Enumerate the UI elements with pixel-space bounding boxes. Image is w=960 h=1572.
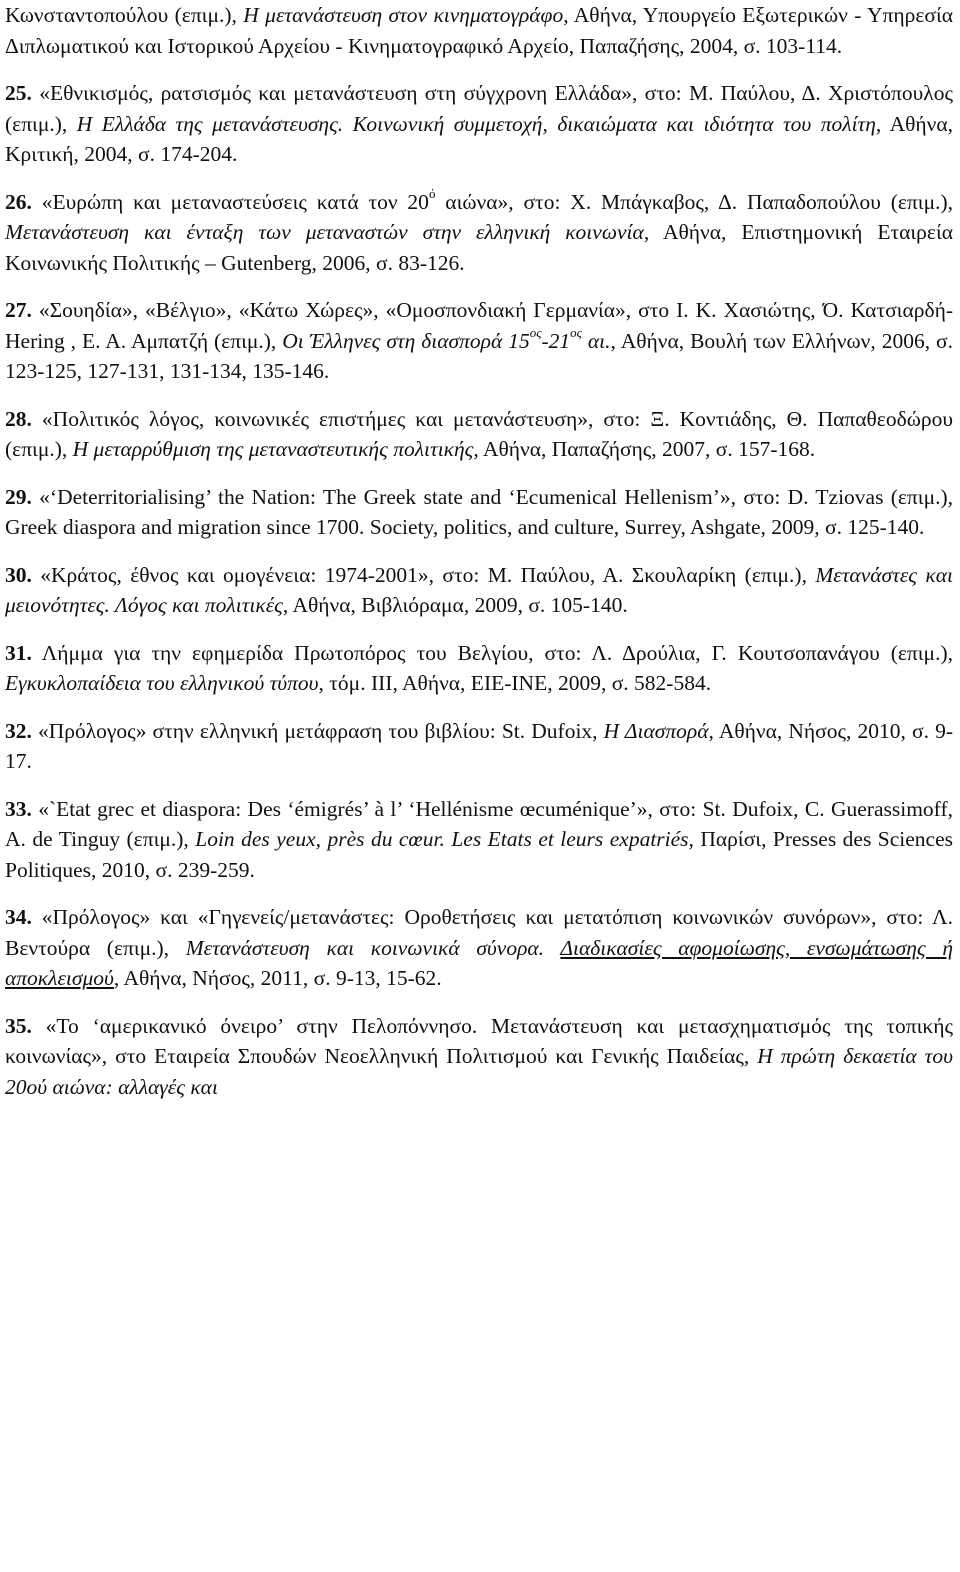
italic-title-text: αι. [581,328,611,353]
bibliography-entry [5,638,953,699]
entry-number: 27. [5,298,32,322]
entry-text: , τόμ. ΙΙΙ, Αθήνα, ΕΙΕ-ΙΝΕ, 2009, σ. 582-584. [318,671,712,695]
bibliography-entry [5,560,953,621]
italic-title-text: Μετανάστευση και κοινωνικά σύνορα. [185,935,561,960]
bibliography-entry [5,1011,953,1103]
entry-number: 33. [5,796,32,821]
italic-title-text: -21 [541,328,571,353]
entry-number: 26. [5,189,32,214]
entry-text: αιώνα», στο: Χ. Μπάγκαβος, Δ. Παπαδοπούλου (επιμ.), [435,189,953,214]
bibliography-entry [5,716,953,777]
italic-title-text: Οι Έλληνες στη διασπορά 15 [282,328,530,353]
entry-text: , Αθήνα, Υπουργείο Εξωτερικών - Υπηρεσία Διπλωματικού και Ιστορικού Αρχείου - Κινηματογραφικό Αρχείο, Παπαζήσης, 2004, σ. 103-114. [5,3,953,58]
italic-title-text: Εγκυκλοπαίδεια του ελληνικού τύπου [5,671,319,695]
entry-text: «Εθνικισμός, ρατσισμός και μετανάστευση στη σύγχρονη Ελλάδα», στο: Μ. Παύλου, Δ. Χριστόπουλος (επιμ.), [5,81,953,136]
entry-number: 34. [5,905,32,929]
bibliography-entry [5,482,953,543]
entry-text: , Αθήνα, Επιστημονική Εταιρεία Κοινωνικής Πολιτικής – Gutenberg, 2006, σ. 83-126. [5,220,953,275]
entry-text: , Αθήνα, Κριτική, 2004, σ. 174-204. [5,111,954,166]
bibliography-page [5,0,953,1102]
entry-number: 25. [5,81,32,105]
bibliography-entry [5,0,953,61]
bibliography-entry [5,902,953,994]
italic-title-text: Η μεταρρύθμιση της μεταναστευτικής πολιτικής, [72,437,479,461]
entry-text: «Κράτος, έθνος και ομογένεια: 1974-2001», στο: Μ. Παύλου, Α. Σκουλαρίκη (επιμ.), [31,562,816,587]
italic-title-text: Η μετανάστευση στον κινηματογράφο [243,3,564,27]
entry-number: 28. [5,406,32,431]
entry-text: «Σουηδία», «Βέλγιο», «Κάτω Χώρες», «Ομοσπονδιακή Γερμανία», στο Ι. Κ. Χασιώτης, Ό. Κατσιαρδή-Hering , Ε. Α. Αμπατζή (επιμ.), [5,298,953,353]
bibliography-entry [5,794,953,886]
italic-title-text: Μετανάστευση και ένταξη των μεταναστών στην ελληνική κοινωνία [5,220,644,244]
entry-text: «Ευρώπη και μεταναστεύσεις κατά τον 20 [31,189,429,214]
entry-text: «‘Deterritorialising’ the Nation: The Greek state and ‘Ecumenical Hellenism’», στο: D. Tziovas (επιμ.), Greek diaspora and migration since 1700. Society, politics, and culture, Surrey, Ashgate, 2009, σ. 125-140. [5,484,953,539]
entry-text: , Αθήνα, Βουλή των Ελλήνων, 2006, σ. 123-125, 127-131, 131-134, 135-146. [5,328,954,383]
entry-text: , Αθήνα, Νήσος, 2011, σ. 9-13, 15-62. [113,966,442,990]
entry-text: Κωνσταντοπούλου (επιμ.), [5,3,244,27]
entry-text: «Πρόλογος» στην ελληνική μετάφραση του βιβλίου: St. Dufoix, [31,718,604,743]
entry-text: , Αθήνα, Νήσος, 2010, σ. 9-17. [5,718,954,773]
entry-number: 35. [5,1013,32,1038]
entry-number: 32. [5,718,32,743]
entry-number: 30. [5,562,32,587]
superscript-text: ό [428,185,436,201]
italic-title-text: Loin des yeux, près du cœur. Les Etats et leurs expatriés, [195,827,694,851]
entry-text: Παρίσι, Presses des Sciences Politiques, 2010, σ. 239-259. [5,827,953,882]
superscript-text: ος [570,324,582,340]
bibliography-entry [5,78,953,170]
superscript-text: ος [529,324,542,340]
entry-number: 31. [5,640,32,665]
entry-number: 29. [5,484,32,509]
entry-text: , Αθήνα, Βιβλιόραμα, 2009, σ. 105-140. [282,593,628,617]
bibliography-entry [5,187,953,279]
italic-title-text: Η Ελλάδα της μετανάστευσης. Κοινωνική συμμετοχή, δικαιώματα και ιδιότητα του πολίτη [76,111,876,136]
entry-text: Λήμμα για την εφημερίδα Πρωτοπόρος του Βελγίου, στο: Λ. Δρούλια, Γ. Κουτσοπανάγου (επιμ.), [31,640,953,665]
entry-text: «Το ‘αμερικανικό όνειρο’ στην Πελοπόννησο. Μετανάστευση και μετασχηματισμός της τοπικής κοινωνίας», στο Εταιρεία Σπουδών Νεοελληνική Πολιτισμού και Γενικής Παιδείας, [5,1013,953,1068]
entry-text: Αθήνα, Παπαζήσης, 2007, σ. 157-168. [478,437,816,461]
italic-title-text: Η Διασπορά [603,718,709,743]
bibliography-entry [5,295,953,387]
entry-text: «Πρόλογος» και «Γηγενείς/μετανάστες: Οροθετήσεις και μετατόπιση κοινωνικών συνόρων», στο: Λ. Βεντούρα (επιμ.), [5,905,953,960]
italic-title-text: Μετανάστες και μειονότητες. Λόγος και πολιτικές [5,562,953,617]
italic-title-text: Διαδικασίες αφομοίωσης, ενσωμάτωσης ή αποκλεισμού [5,935,954,990]
entry-text: «`Etat grec et diaspora: Des ‘émigrés’ à l’ ‘Hellénisme œcuménique’», στο: St. Dufoix, C. Guerassimoff, A. de Tinguy (επιμ.), [5,796,953,851]
bibliography-entry [5,404,953,465]
italic-title-text: Η πρώτη δεκαετία του 20ού αιώνα: αλλαγές και [5,1044,953,1099]
entry-text: «Πολιτικός λόγος, κοινωνικές επιστήμες και μετανάστευση», στο: Ξ. Κοντιάδης, Θ. Παπαθεοδώρου (επιμ.), [5,406,953,461]
